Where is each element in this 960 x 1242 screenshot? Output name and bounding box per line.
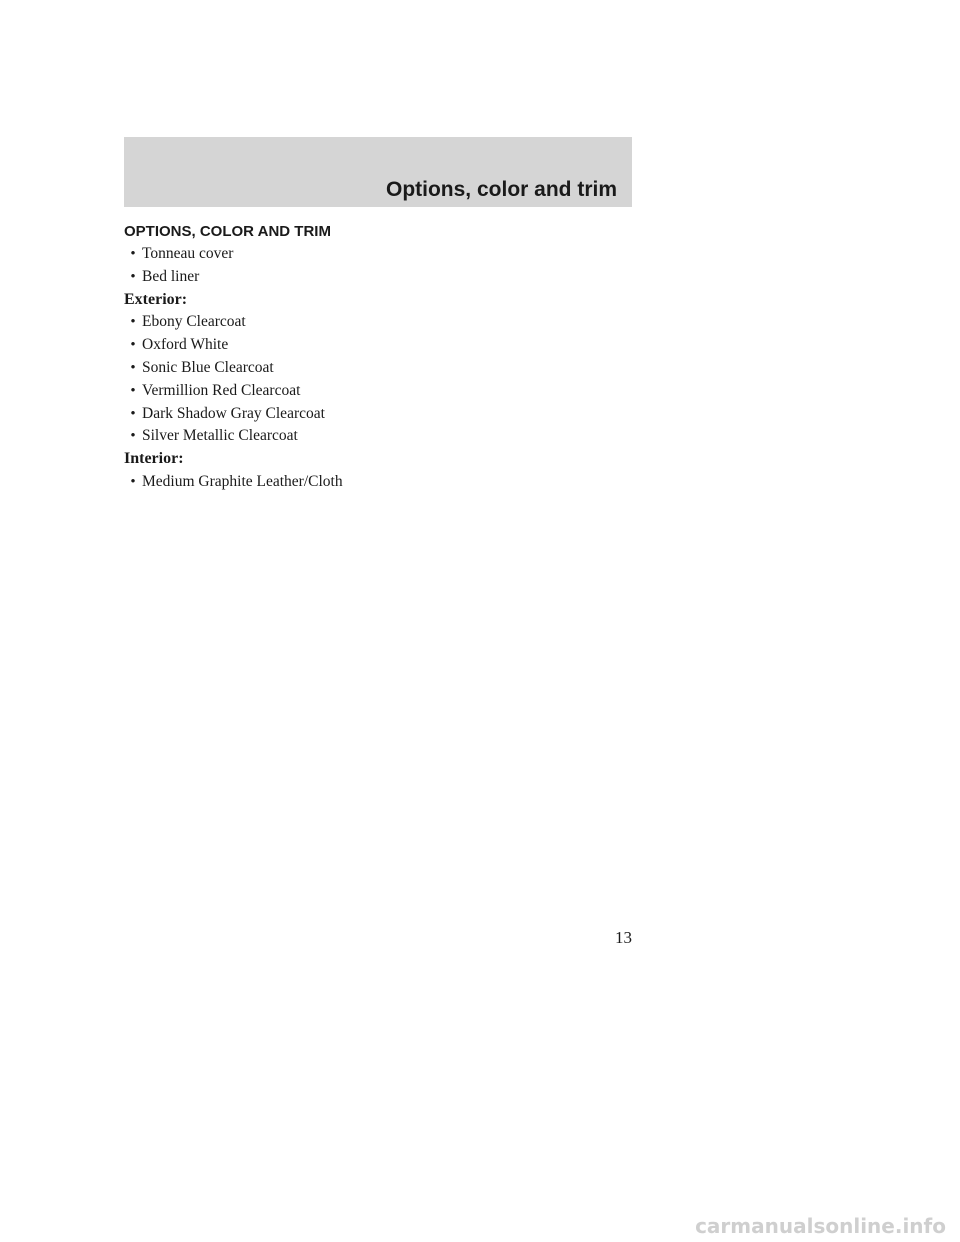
exterior-heading: Exterior:	[124, 290, 188, 308]
list-item: • Tonneau cover	[124, 243, 632, 266]
list-item: • Oxford White	[124, 334, 632, 357]
bullet-icon: •	[130, 314, 136, 331]
list-item: • Silver Metallic Clearcoat	[124, 425, 632, 448]
bullet-icon: •	[130, 337, 136, 354]
page-content	[124, 221, 632, 494]
list-item: • Ebony Clearcoat	[124, 311, 632, 334]
watermark: carmanualsonline.info	[695, 1214, 946, 1238]
list-item: • Dark Shadow Gray Clearcoat	[124, 403, 632, 426]
bullet-icon: •	[130, 382, 136, 399]
bullet-icon: •	[130, 268, 136, 285]
bullet-icon: •	[130, 246, 136, 262]
list-item: • Vermillion Red Clearcoat	[124, 380, 632, 403]
page-number: 13	[615, 928, 632, 947]
bullet-icon: •	[130, 473, 136, 490]
header-bar	[124, 137, 632, 207]
section-heading: OPTIONS, COLOR AND TRIM	[124, 223, 331, 240]
interior-heading: Interior:	[124, 450, 184, 468]
chapter-title: Options, color and trim	[385, 178, 617, 201]
bullet-icon: •	[130, 428, 136, 445]
options-list	[124, 243, 632, 289]
bullet-icon: •	[130, 405, 136, 422]
bullet-icon: •	[130, 359, 136, 376]
exterior-list	[124, 311, 632, 448]
list-item: • Sonic Blue Clearcoat	[124, 357, 632, 380]
interior-list	[124, 471, 632, 494]
list-item: • Bed liner	[124, 266, 632, 289]
list-item: • Medium Graphite Leather/Cloth	[124, 471, 632, 494]
